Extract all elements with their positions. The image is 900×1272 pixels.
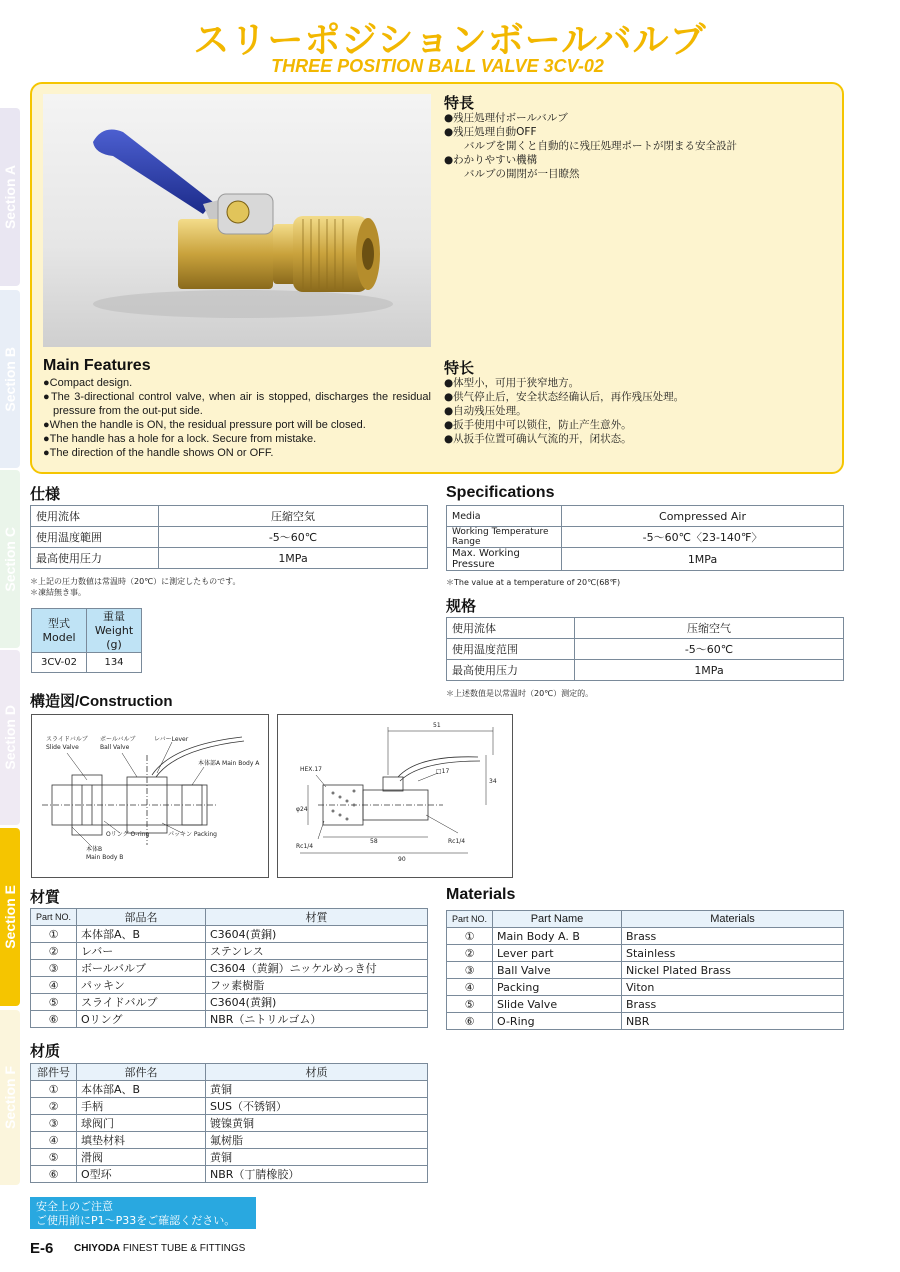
- dim-hex17: HEX.17: [300, 766, 322, 773]
- list-item: ●残圧処理自動OFF バルブを開くと自動的に残圧処理ポートが閉まる安全設計: [444, 126, 737, 152]
- label-ball-valve-jp: ボールバルブ: [100, 736, 136, 743]
- cross-section-drawing: [31, 714, 269, 878]
- table-row: ④ Packing Viton: [447, 979, 844, 996]
- list-item: ●Compact design.: [43, 377, 133, 389]
- table-header-row: 部件号 部件名 材质: [31, 1064, 428, 1081]
- materials-en-table: [446, 910, 844, 1030]
- list-item: ●The 3-directional control valve, when air is stopped, discharges the residual pressure from the out-put side.: [43, 391, 431, 417]
- table-row: ④ パッキン フッ素樹脂: [31, 977, 428, 994]
- page-title-jp: スリーポジションボールバルブ: [193, 20, 707, 61]
- table-row: ① 本体部A、B C3604(黄銅): [31, 926, 428, 943]
- dim-phi24: φ24: [296, 806, 308, 813]
- table-row: ③ Ball Valve Nickel Plated Brass: [447, 962, 844, 979]
- list-item: ●自动残压处理。: [444, 405, 527, 417]
- table-header-row: Part NO. Part Name Materials: [447, 911, 844, 928]
- safety-notice-title: 安全上のご注意: [36, 1200, 113, 1213]
- side-tab-label: Section A: [2, 164, 18, 230]
- table-row: 最高使用圧力 1MPa: [31, 548, 428, 569]
- dimension-drawing: [277, 714, 513, 878]
- label-ball-valve-en: Ball Valve: [100, 744, 130, 751]
- product-photo: [43, 94, 431, 347]
- spec-jp-note-2: ＊凍結無き事。: [30, 588, 86, 597]
- safety-notice[interactable]: [30, 1197, 256, 1229]
- side-tab-label: Section F: [2, 1065, 18, 1129]
- list-item: ●体型小，可用于狭窄地方。: [444, 377, 580, 389]
- ball-valve-image: [43, 94, 431, 347]
- spec-en-note: ＊The value at a temperature of 20℃(68℉): [446, 578, 621, 587]
- side-tab-section-d[interactable]: [0, 650, 20, 825]
- side-tab-section-f[interactable]: [0, 1010, 20, 1185]
- features-jp-heading: 特長: [444, 95, 475, 112]
- list-item: ●从扳手位置可确认气流的开，闭状态。: [444, 433, 632, 445]
- table-row: ⑥ O-Ring NBR: [447, 1013, 844, 1030]
- dim-51: 51: [433, 722, 441, 729]
- list-item: ●扳手使用中可以锁住，防止产生意外。: [444, 419, 632, 431]
- side-tab-label: Section E: [2, 885, 18, 949]
- list-item: ●When the handle is ON, the residual pressure port will be closed.: [43, 419, 366, 431]
- side-tab-label: Section D: [2, 705, 18, 770]
- dim-rc-right: Rc1/4: [448, 838, 466, 845]
- table-row: ⑤ 滑阀 黄铜: [31, 1149, 428, 1166]
- table-row: 3CV-02 134: [32, 653, 142, 673]
- table-row: 使用温度範囲 -5〜60℃: [31, 527, 428, 548]
- spec-jp-note-1: ＊上記の圧力数値は常温時（20℃）に測定したものです。: [30, 577, 241, 586]
- label-main-body-a: 本体部A Main Body A: [198, 760, 260, 767]
- safety-notice-text: ご使用前にP1〜P33をご確認ください。: [36, 1214, 236, 1227]
- list-item: ●供气停止后，安全状态经确认后，再作残压处理。: [444, 391, 685, 403]
- table-row: ① 本体部A、B 黄铜: [31, 1081, 428, 1098]
- construction-heading: 構造図/Construction: [30, 693, 173, 710]
- side-tab-label: Section C: [2, 526, 18, 592]
- materials-cn-heading: 材质: [30, 1043, 61, 1060]
- table-row: ② レバー ステンレス: [31, 943, 428, 960]
- dim-34: 34: [489, 778, 497, 785]
- table-row: ④ 填垫材料 氟树脂: [31, 1132, 428, 1149]
- table-row: 型式 Model 重量 Weight (g): [32, 609, 142, 653]
- features-cn-list: [444, 376, 834, 446]
- dim-square17: □17: [436, 768, 450, 775]
- table-row: ② 手柄 SUS（不锈钢）: [31, 1098, 428, 1115]
- materials-en-heading: Materials: [446, 886, 516, 903]
- spec-jp-table: [30, 505, 428, 569]
- table-row: ③ 球阀门 镀镍黄铜: [31, 1115, 428, 1132]
- table-row: 最高使用压力 1MPa: [447, 660, 844, 681]
- spec-cn-note: ＊上述数值是以常温时（20℃）测定的。: [446, 689, 594, 698]
- table-row: ⑥ Oリング NBR（ニトリルゴム）: [31, 1011, 428, 1028]
- table-row: Media Compressed Air: [447, 506, 844, 527]
- side-tab-section-e[interactable]: [0, 828, 20, 1006]
- side-tab-section-c[interactable]: [0, 470, 20, 648]
- label-lever: レバーLever: [154, 736, 189, 743]
- list-item: ●わかりやすい機構 バルブの開閉が一目瞭然: [444, 154, 580, 180]
- materials-cn-table: [30, 1063, 428, 1183]
- label-main-body-b-jp: 本体B: [86, 846, 103, 853]
- table-row: ③ ボールバルブ C3604（黄銅）ニッケルめっき付: [31, 960, 428, 977]
- materials-jp-table: [30, 908, 428, 1028]
- model-weight-table: [31, 608, 142, 673]
- label-packing: パッキン Packing: [168, 831, 217, 838]
- table-row: ⑤ スライドバルブ C3604(黄銅): [31, 994, 428, 1011]
- dim-rc-left: Rc1/4: [296, 843, 314, 850]
- materials-jp-heading: 材質: [30, 889, 61, 906]
- side-tab-section-a[interactable]: [0, 108, 20, 286]
- table-row: ⑤ Slide Valve Brass: [447, 996, 844, 1013]
- dim-90: 90: [398, 856, 406, 863]
- features-en-heading: Main Features: [43, 357, 151, 374]
- list-item: ●The handle has a hole for a lock. Secure from mistake.: [43, 433, 317, 445]
- features-en-list: [43, 376, 431, 460]
- table-row: Max. Working Pressure 1MPa: [447, 548, 844, 571]
- label-o-ring: Oリング O-ring: [106, 831, 150, 838]
- features-jp-list: [444, 111, 834, 181]
- side-tab-label: Section B: [2, 346, 18, 412]
- table-row: 使用流体 压缩空气: [447, 618, 844, 639]
- table-header-row: Part NO. 部品名 材質: [31, 909, 428, 926]
- table-row: 使用流体 圧縮空気: [31, 506, 428, 527]
- list-item: ●残圧処理付ボールバルブ: [444, 112, 568, 124]
- list-item: ●The direction of the handle shows ON or OFF.: [43, 447, 274, 459]
- table-row: ② Lever part Stainless: [447, 945, 844, 962]
- page-number: E-6: [30, 1240, 54, 1257]
- label-slide-valve-jp: スライドバルブ: [46, 736, 88, 743]
- table-row: ⑥ O型环 NBR（丁腈橡胶）: [31, 1166, 428, 1183]
- spec-cn-heading: 规格: [446, 598, 477, 615]
- table-row: Working Temperature Range -5〜60℃〈23-140℉〉: [447, 527, 844, 548]
- side-tab-section-b[interactable]: [0, 290, 20, 468]
- spec-jp-heading: 仕様: [30, 486, 61, 503]
- spec-cn-table: [446, 617, 844, 681]
- footer-brand: CHIYODA FINEST TUBE & FITTINGS: [74, 1243, 246, 1254]
- spec-en-heading: Specifications: [446, 484, 555, 501]
- page-title-en: THREE POSITION BALL VALVE 3CV-02: [271, 56, 604, 76]
- label-slide-valve-en: Slide Valve: [46, 744, 79, 751]
- table-row: 使用温度范围 -5〜60℃: [447, 639, 844, 660]
- table-row: ① Main Body A. B Brass: [447, 928, 844, 945]
- label-main-body-b-en: Main Body B: [86, 854, 124, 861]
- features-cn-heading: 特长: [444, 360, 475, 377]
- dim-58: 58: [370, 838, 378, 845]
- spec-en-table: [446, 505, 844, 571]
